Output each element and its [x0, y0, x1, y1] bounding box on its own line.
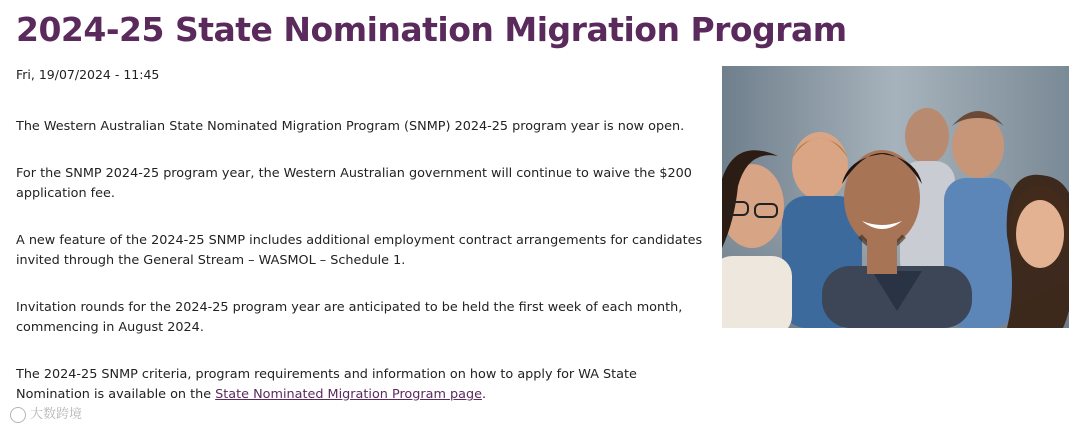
article-body	[16, 117, 708, 432]
paragraph-invitation-rounds: Invitation rounds for the 2024-25 program year are anticipated to be held the first week of each month, commencing in August 2024.	[16, 300, 683, 335]
group-photo-image	[722, 66, 1069, 328]
group-photo-icon	[722, 66, 1069, 328]
paragraph-fee-waiver: For the SNMP 2024-25 program year, the Western Australian government will continue to waive the $200 application fee.	[16, 166, 692, 201]
criteria-period: .	[481, 387, 487, 402]
snmp-page-link[interactable]: State Nominated Migration Program page	[215, 387, 482, 402]
criteria-text: The 2024-25 SNMP criteria, program requirements and information on how to apply for WA State Nomination is available on the	[16, 367, 637, 402]
watermark-text: 大数跨境	[30, 407, 83, 422]
paragraph-new-feature: A new feature of the 2024-25 SNMP includes additional employment contract arrangements for candidates invited through the General Stream – WASMOL – Schedule 1.	[16, 233, 703, 268]
paragraph-criteria	[16, 365, 708, 405]
paragraph-program-open: The Western Australian State Nominated Migration Program (SNMP) 2024-25 program year is now open.	[16, 119, 685, 134]
page-title: 2024-25 State Nomination Migration Program	[16, 10, 847, 49]
post-date: Fri, 19/07/2024 - 11:45	[16, 67, 160, 82]
